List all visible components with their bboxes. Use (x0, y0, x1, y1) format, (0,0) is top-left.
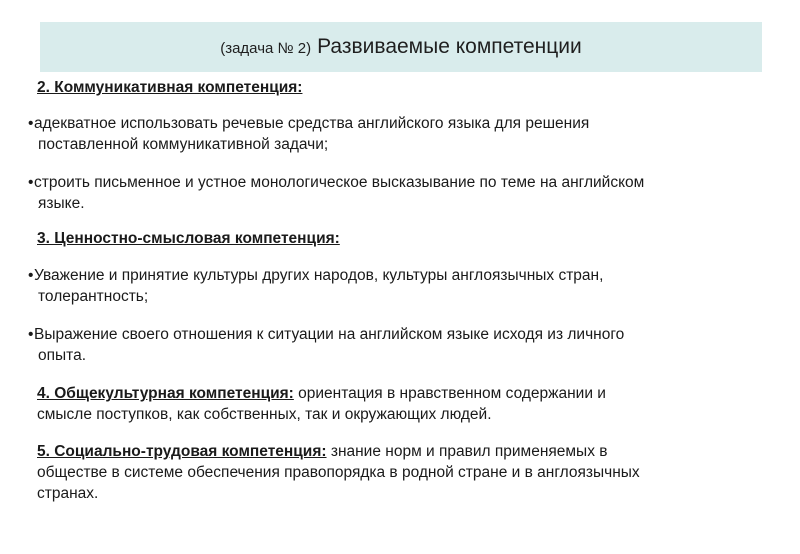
social-text: знание норм и правил применяемых в (326, 443, 608, 460)
value-heading: 3. Ценностно-смысловая компетенция: (37, 230, 340, 247)
bullet-text-line: Уважение и принятие культуры других народов, культуры англоязычных стран, (34, 267, 604, 284)
bullet-text-line: Выражение своего отношения к ситуации на английском языке исходя из личного (34, 326, 625, 343)
list-item (28, 113, 768, 155)
bullet-text-line: адекватное использовать речевые средства английского языка для решения (34, 115, 590, 132)
list-item (28, 324, 768, 366)
task-number: (задача № 2) (220, 39, 312, 57)
cultural-competence (37, 383, 777, 425)
bullet-text-line: опыта. (38, 347, 87, 364)
cultural-text: ориентация в нравственном содержании и (293, 385, 606, 402)
bullet-text-line: строить письменное и устное монологическое высказывание по теме на английском (34, 174, 645, 191)
bullet-marker: • (28, 267, 34, 284)
cultural-line-1 (37, 383, 777, 404)
social-line-3: странах. (37, 485, 99, 502)
slide-title-bar (40, 22, 762, 72)
bullet-marker: • (28, 174, 34, 191)
social-heading: 5. Социально-трудовая компетенция: (37, 443, 327, 460)
social-line-2: обществе в системе обеспечения правопорядка в родной стране и в англоязычных (37, 464, 640, 481)
cultural-line-2: смысле поступков, как собственных, так и окружающих людей. (37, 406, 492, 423)
list-item (28, 265, 768, 307)
bullet-text-line: толерантность; (38, 288, 149, 305)
bullet-text-line: поставленной коммуникативной задачи; (38, 136, 329, 153)
communicative-heading: 2. Коммуникативная компетенция: (37, 79, 303, 96)
cultural-heading: 4. Общекультурная компетенция: (37, 385, 294, 402)
social-competence (37, 441, 777, 504)
slide-title: Развиваемые компетенции (317, 35, 582, 58)
bullet-text-line: языке. (38, 195, 85, 212)
social-line-1 (37, 441, 777, 462)
bullet-marker: • (28, 115, 34, 132)
list-item (28, 172, 768, 214)
bullet-marker: • (28, 326, 34, 343)
